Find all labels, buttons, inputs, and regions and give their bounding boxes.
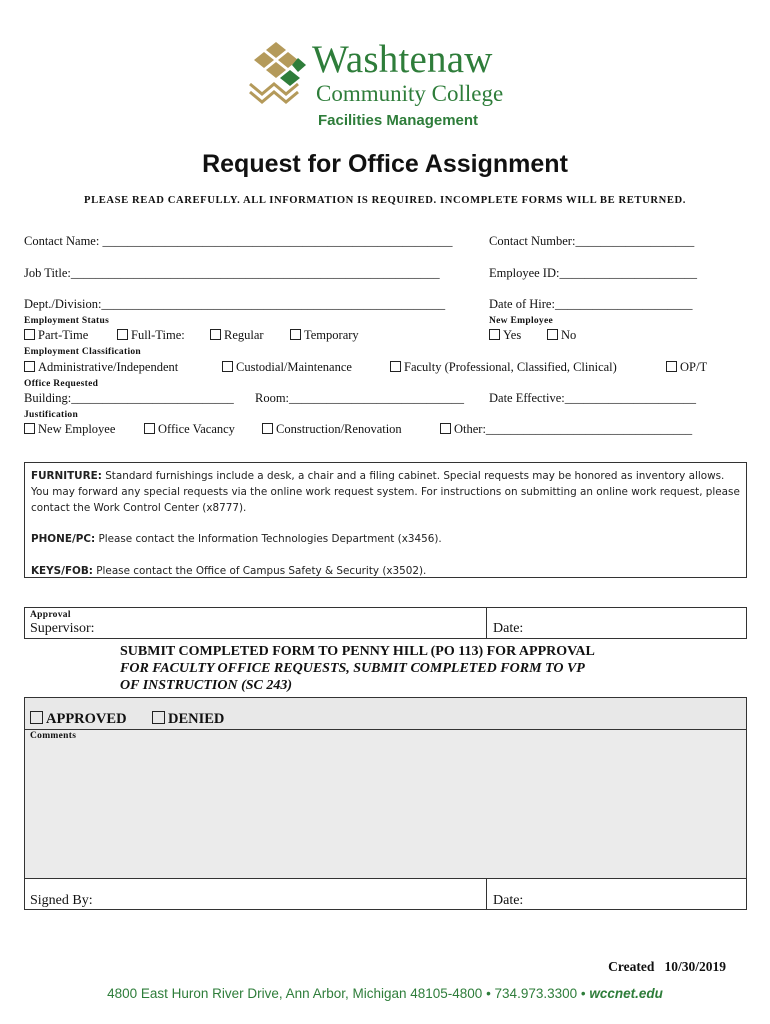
approval-heading: Approval: [30, 610, 71, 620]
checkbox-icon[interactable]: [152, 711, 165, 724]
signed-row: [25, 879, 746, 909]
new-employee-justification-checkbox[interactable]: New Employee: [24, 422, 115, 437]
job-title-field[interactable]: Job Title:___________________________________________________________: [24, 266, 440, 280]
justification-heading: Justification: [24, 410, 79, 420]
employment-status-heading: Employment Status: [24, 316, 110, 326]
checkbox-icon[interactable]: [666, 361, 677, 372]
keys-fob-paragraph: KEYS/FOB: Please contact the Office of Campus Safety & Security (x3502).: [31, 565, 427, 577]
other-checkbox[interactable]: Other:_________________________________: [440, 422, 692, 437]
submit-instruction-3: OF INSTRUCTION (SC 243): [120, 678, 293, 693]
comments-area[interactable]: [25, 729, 746, 879]
custodial-checkbox[interactable]: Custodial/Maintenance: [222, 360, 352, 375]
room-field[interactable]: Room:____________________________: [255, 391, 465, 405]
checkbox-icon[interactable]: [440, 423, 451, 434]
new-employee-yes-checkbox[interactable]: Yes: [489, 328, 521, 343]
signed-date-field[interactable]: Date:: [493, 893, 524, 908]
date-effective-field[interactable]: Date Effective:_____________________: [489, 391, 697, 405]
denied-checkbox[interactable]: DENIED: [152, 711, 224, 728]
department-name: Facilities Management: [318, 112, 479, 129]
submit-instruction-1: SUBMIT COMPLETED FORM TO PENNY HILL (PO 113) FOR APPROVAL: [120, 644, 595, 659]
administrative-checkbox[interactable]: Administrative/Independent: [24, 360, 178, 375]
regular-checkbox[interactable]: Regular: [210, 328, 264, 343]
construction-renovation-checkbox[interactable]: Construction/Renovation: [262, 422, 402, 437]
date-of-hire-field[interactable]: Date of Hire:______________________: [489, 297, 693, 311]
approval-date-field[interactable]: Date:: [493, 621, 524, 636]
furniture-paragraph: FURNITURE: Standard furnishings include a desk, a chair and a filing cabinet. Special requests may be honored as inventory allows. You may forward any special requests via the online work request system. For instructions on submitting an online work request, please contact the Work Control Center (x8777).: [31, 470, 740, 514]
signed-by-field[interactable]: Signed By:: [30, 893, 93, 908]
website-link[interactable]: wccnet.edu: [589, 986, 663, 1001]
checkbox-icon[interactable]: [24, 361, 35, 372]
checkbox-icon[interactable]: [547, 329, 558, 340]
office-vacancy-checkbox[interactable]: Office Vacancy: [144, 422, 235, 437]
checkbox-icon[interactable]: [117, 329, 128, 340]
full-time-checkbox[interactable]: Full-Time:: [117, 328, 185, 343]
dept-division-field[interactable]: Dept./Division:_______________________________________________________: [24, 297, 446, 311]
checkbox-icon[interactable]: [262, 423, 273, 434]
college-subtitle: Community College: [316, 81, 504, 106]
opt-checkbox[interactable]: OP/T: [666, 360, 707, 375]
info-box: [24, 462, 747, 578]
submit-instruction-2: FOR FACULTY OFFICE REQUESTS, SUBMIT COMPLETED FORM TO VP: [120, 661, 585, 676]
checkbox-icon[interactable]: [290, 329, 301, 340]
new-employee-no-checkbox[interactable]: No: [547, 328, 576, 343]
temporary-checkbox[interactable]: Temporary: [290, 328, 359, 343]
checkbox-icon[interactable]: [210, 329, 221, 340]
new-employee-heading: New Employee: [489, 316, 554, 326]
form-title: Request for Office Assignment: [202, 150, 568, 178]
created-date: Created 10/30/2019: [608, 959, 726, 974]
comments-label: Comments: [30, 731, 77, 741]
faculty-checkbox[interactable]: Faculty (Professional, Classified, Clinical): [390, 360, 617, 375]
building-field[interactable]: Building:__________________________: [24, 391, 234, 405]
approval-box: [24, 607, 747, 639]
checkbox-icon[interactable]: [390, 361, 401, 372]
phone-pc-paragraph: PHONE/PC: Please contact the Information Technologies Department (x3456).: [31, 533, 442, 545]
washtenaw-logo-icon: [246, 40, 308, 108]
classification-heading: Employment Classification: [24, 347, 142, 357]
form-notice: PLEASE READ CAREFULLY. ALL INFORMATION IS REQUIRED. INCOMPLETE FORMS WILL BE RETURNED.: [84, 195, 686, 206]
contact-name-field[interactable]: Contact Name: ________________________________________________________: [24, 234, 453, 248]
college-name: Washtenaw: [312, 38, 493, 81]
checkbox-icon[interactable]: [489, 329, 500, 340]
checkbox-icon[interactable]: [24, 423, 35, 434]
office-requested-heading: Office Requested: [24, 379, 99, 389]
employee-id-field[interactable]: Employee ID:______________________: [489, 266, 697, 280]
footer-address: 4800 East Huron River Drive, Ann Arbor, Michigan 48105-4800 • 734.973.3300 • wccnet.edu: [107, 986, 663, 1001]
approved-checkbox[interactable]: APPROVED: [30, 711, 127, 728]
approval-divider: [486, 607, 487, 639]
checkbox-icon[interactable]: [144, 423, 155, 434]
checkbox-icon[interactable]: [222, 361, 233, 372]
checkbox-icon[interactable]: [24, 329, 35, 340]
part-time-checkbox[interactable]: Part-Time: [24, 328, 88, 343]
checkbox-icon[interactable]: [30, 711, 43, 724]
contact-number-field[interactable]: Contact Number:___________________: [489, 234, 695, 248]
supervisor-field[interactable]: Supervisor:: [30, 621, 95, 636]
signed-divider: [486, 879, 487, 910]
